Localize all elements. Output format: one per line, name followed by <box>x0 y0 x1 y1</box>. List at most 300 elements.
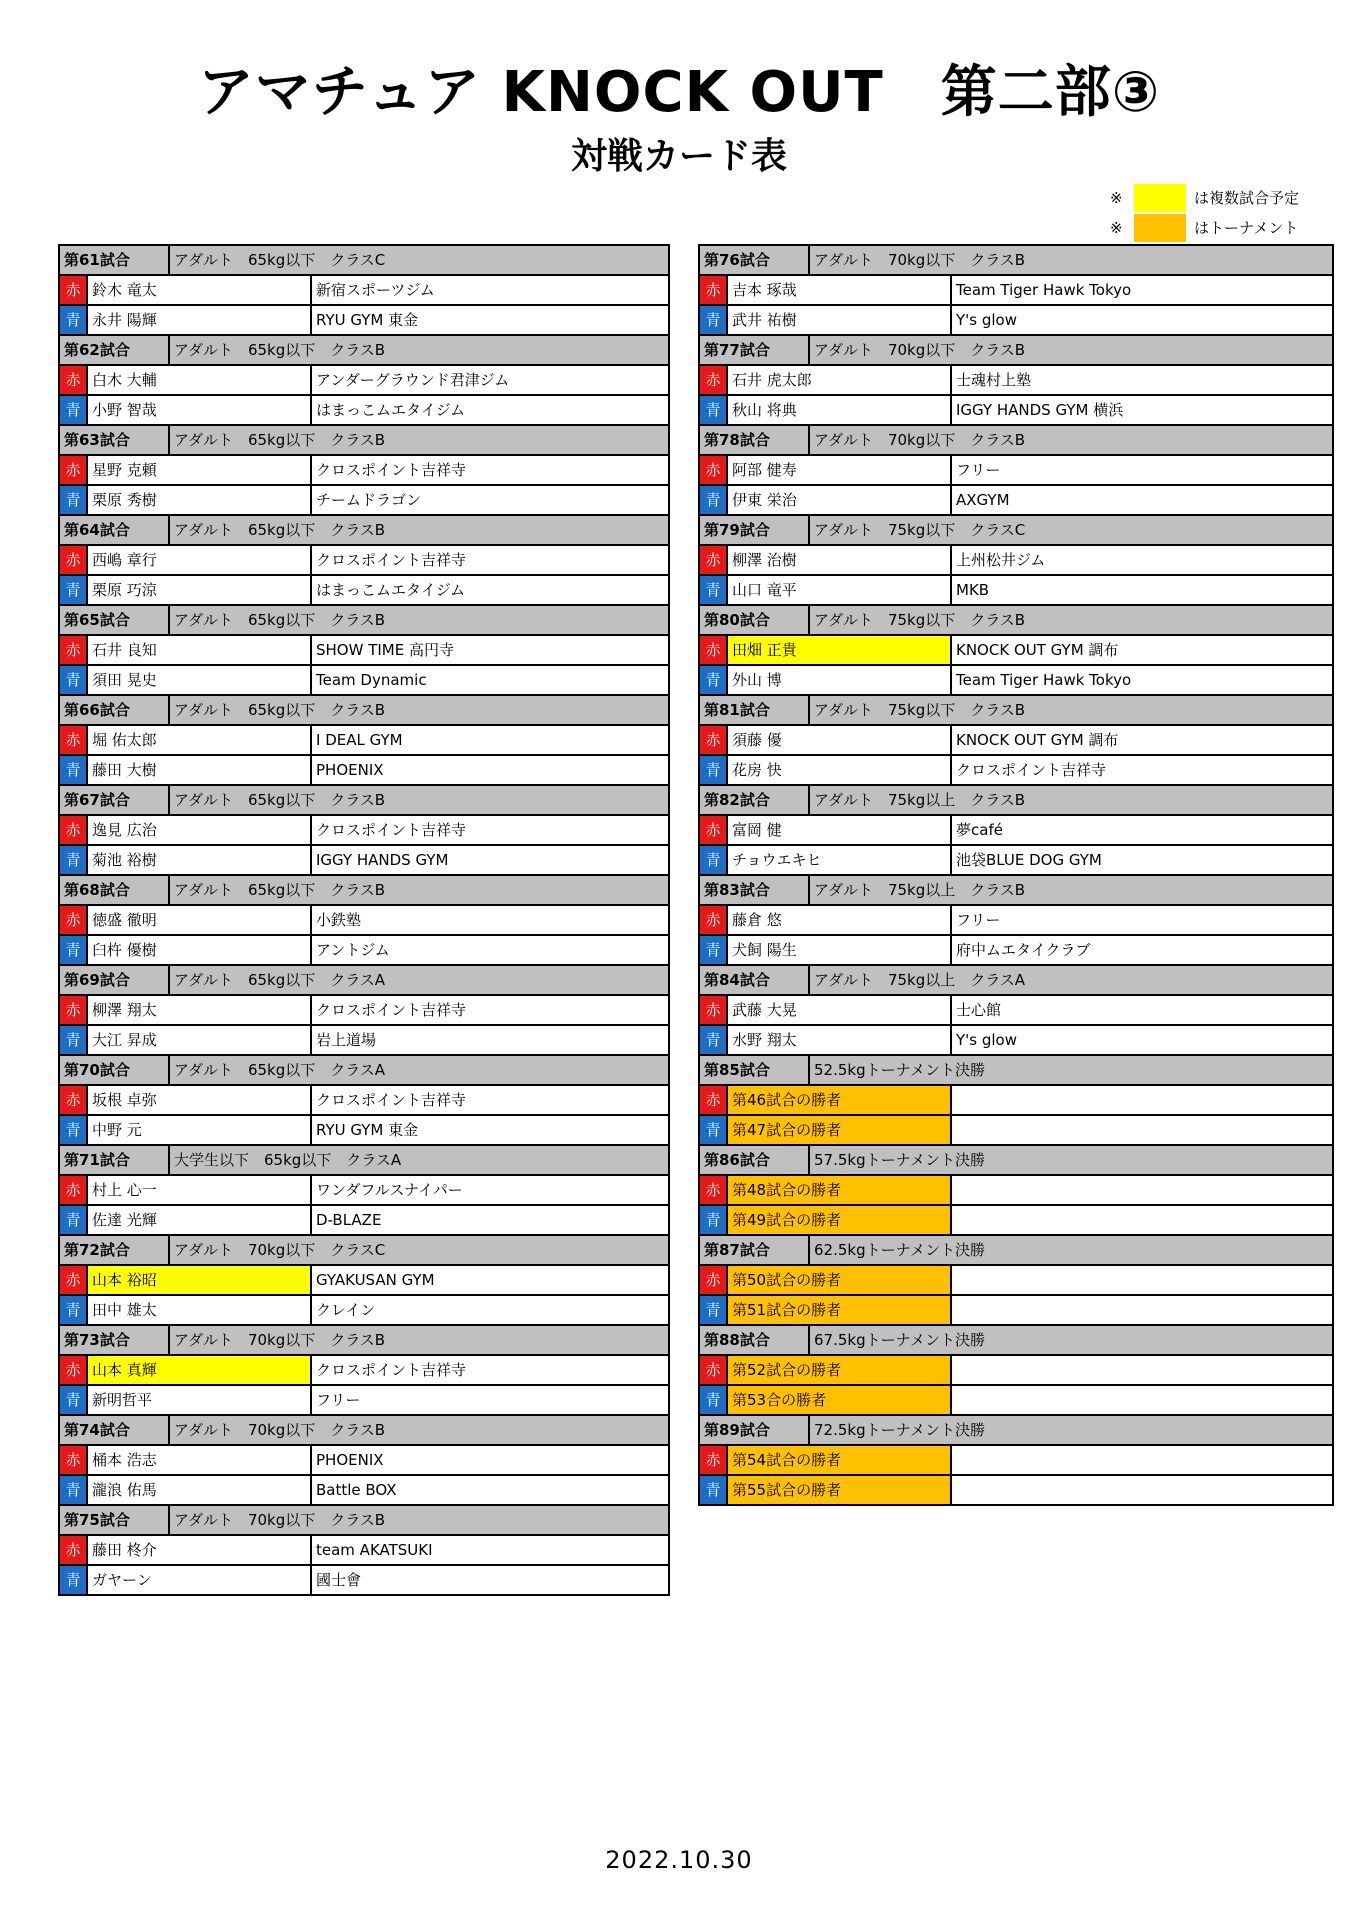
bout-class: アダルト 70kg以下 クラスB <box>174 1421 386 1439</box>
bout-class: アダルト 75kg以下 クラスB <box>814 701 1026 719</box>
bout-number: 第68試合 <box>60 876 170 904</box>
blue-corner-badge: 青 <box>60 1566 88 1594</box>
bout-header <box>700 516 1332 546</box>
red-corner-row <box>700 1176 1332 1206</box>
red-corner-row <box>60 816 668 846</box>
bout-number: 第78試合 <box>700 426 810 454</box>
fighter-name: ガヤーン <box>88 1566 312 1594</box>
fighter-name: 田畑 正貴 <box>728 636 952 664</box>
blue-corner-row <box>60 396 668 426</box>
red-corner-row <box>60 996 668 1026</box>
fighter-gym: フリー <box>956 461 1001 479</box>
bout-number: 第69試合 <box>60 966 170 994</box>
blue-corner-badge: 青 <box>700 666 728 694</box>
red-corner-badge: 赤 <box>700 456 728 484</box>
legend-text-multi: は複数試合予定 <box>1194 189 1300 207</box>
fighter-gym: ワンダフルスナイパー <box>316 1181 463 1199</box>
blue-corner-row <box>700 1116 1332 1146</box>
bout-class: アダルト 65kg以下 クラスA <box>174 1061 386 1079</box>
legend-mark: ※ <box>1110 189 1123 207</box>
blue-corner-badge: 青 <box>60 1296 88 1324</box>
bout-header <box>60 876 668 906</box>
bout-class: アダルト 70kg以下 クラスB <box>814 251 1026 269</box>
blue-corner-row <box>700 306 1332 336</box>
fighter-name: 第49試合の勝者 <box>728 1206 952 1234</box>
fighter-name: 星野 克頼 <box>88 456 312 484</box>
bout-number: 第88試合 <box>700 1326 810 1354</box>
fighter-gym: Battle BOX <box>316 1481 397 1499</box>
red-corner-badge: 赤 <box>60 636 88 664</box>
event-date: 2022.10.30 <box>605 1846 753 1874</box>
red-corner-badge: 赤 <box>700 276 728 304</box>
red-corner-badge: 赤 <box>60 366 88 394</box>
fighter-gym: 上州松井ジム <box>956 551 1046 569</box>
blue-corner-row <box>60 1566 668 1596</box>
fighter-gym <box>952 1296 1332 1324</box>
bout-class: アダルト 75kg以上 クラスB <box>814 791 1026 809</box>
bout-class: アダルト 65kg以下 クラスB <box>174 521 386 539</box>
blue-corner-row <box>700 666 1332 696</box>
red-corner-badge: 赤 <box>700 996 728 1024</box>
fighter-name: 水野 翔太 <box>728 1026 952 1054</box>
fighter-gym: MKB <box>956 581 990 599</box>
red-corner-badge: 赤 <box>60 996 88 1024</box>
red-corner-badge: 赤 <box>60 1446 88 1474</box>
bout-number: 第79試合 <box>700 516 810 544</box>
red-corner-row <box>60 366 668 396</box>
blue-corner-row <box>60 306 668 336</box>
fighter-gym: IGGY HANDS GYM 横浜 <box>956 401 1124 419</box>
bout-number: 第64試合 <box>60 516 170 544</box>
bout-number: 第84試合 <box>700 966 810 994</box>
fighter-name: 瀧浪 佑馬 <box>88 1476 312 1504</box>
red-corner-row <box>60 276 668 306</box>
blue-corner-row <box>60 1026 668 1056</box>
blue-corner-badge: 青 <box>60 1476 88 1504</box>
bout-number: 第75試合 <box>60 1506 170 1534</box>
fighter-name: 菊池 裕樹 <box>88 846 312 874</box>
fighter-name: 柳澤 治樹 <box>728 546 952 574</box>
fighter-name: 須藤 優 <box>728 726 952 754</box>
bout-header <box>60 1416 668 1446</box>
blue-corner-row <box>700 1206 1332 1236</box>
bout-class: 67.5kgトーナメント決勝 <box>814 1331 986 1349</box>
blue-corner-badge: 青 <box>700 1386 728 1414</box>
bout-header <box>60 786 668 816</box>
bout-header <box>700 606 1332 636</box>
blue-corner-badge: 青 <box>700 1116 728 1144</box>
legend-swatch-tournament <box>1134 214 1186 242</box>
bout-header <box>60 246 668 276</box>
fighter-name: 外山 博 <box>728 666 952 694</box>
blue-corner-badge: 青 <box>60 1386 88 1414</box>
red-corner-badge: 赤 <box>60 726 88 754</box>
blue-corner-row <box>700 846 1332 876</box>
bout-header <box>60 1506 668 1536</box>
bout-number: 第76試合 <box>700 246 810 274</box>
fighter-name: 山本 真輝 <box>88 1356 312 1384</box>
fighter-name: 佐達 光輝 <box>88 1206 312 1234</box>
blue-corner-row <box>700 756 1332 786</box>
blue-corner-row <box>60 1476 668 1506</box>
bout-number: 第85試合 <box>700 1056 810 1084</box>
blue-corner-row <box>700 1386 1332 1416</box>
bout-number: 第62試合 <box>60 336 170 364</box>
red-corner-badge: 赤 <box>700 636 728 664</box>
red-corner-row <box>60 726 668 756</box>
blue-corner-badge: 青 <box>700 1476 728 1504</box>
blue-corner-row <box>60 846 668 876</box>
fighter-name: 第55試合の勝者 <box>728 1476 952 1504</box>
bout-header <box>60 1326 668 1356</box>
red-corner-row <box>60 1356 668 1386</box>
blue-corner-badge: 青 <box>60 306 88 334</box>
fighter-name: 第50試合の勝者 <box>728 1266 952 1294</box>
fighter-gym: 岩上道場 <box>316 1031 377 1049</box>
fighter-name: 石井 良知 <box>88 636 312 664</box>
red-corner-badge: 赤 <box>700 726 728 754</box>
fighter-name: チョウエキヒ <box>728 846 952 874</box>
bout-header <box>700 876 1332 906</box>
bout-class: 52.5kgトーナメント決勝 <box>814 1061 986 1079</box>
fighter-gym <box>952 1446 1332 1474</box>
fighter-name: 栗原 巧涼 <box>88 576 312 604</box>
red-corner-row <box>700 276 1332 306</box>
bout-class: 57.5kgトーナメント決勝 <box>814 1151 986 1169</box>
bout-class: アダルト 75kg以上 クラスA <box>814 971 1026 989</box>
bout-class: アダルト 75kg以下 クラスC <box>814 521 1026 539</box>
bout-header <box>60 696 668 726</box>
red-corner-row <box>700 906 1332 936</box>
fighter-gym: team AKATSUKI <box>316 1541 433 1559</box>
fighter-gym: クロスポイント吉祥寺 <box>316 461 467 479</box>
bout-header <box>700 1056 1332 1086</box>
bout-header <box>60 426 668 456</box>
red-corner-badge: 赤 <box>700 1266 728 1294</box>
bout-class: アダルト 65kg以下 クラスB <box>174 611 386 629</box>
fighter-name: 堀 佑太郎 <box>88 726 312 754</box>
bout-class: アダルト 65kg以下 クラスB <box>174 431 386 449</box>
fighter-gym: Team Tiger Hawk Tokyo <box>956 671 1132 689</box>
bout-class: アダルト 70kg以下 クラスB <box>814 431 1026 449</box>
red-corner-badge: 赤 <box>60 1356 88 1384</box>
blue-corner-badge: 青 <box>60 846 88 874</box>
fighter-name: 須田 晃史 <box>88 666 312 694</box>
blue-corner-badge: 青 <box>700 846 728 874</box>
blue-corner-badge: 青 <box>60 1116 88 1144</box>
blue-corner-row <box>60 666 668 696</box>
fighter-name: 花房 快 <box>728 756 952 784</box>
blue-corner-row <box>60 1116 668 1146</box>
blue-corner-row <box>60 936 668 966</box>
fighter-name: 永井 陽輝 <box>88 306 312 334</box>
fighter-gym: 小鉄塾 <box>316 911 362 929</box>
blue-corner-badge: 青 <box>700 396 728 424</box>
fighter-gym: Team Tiger Hawk Tokyo <box>956 281 1132 299</box>
bout-number: 第66試合 <box>60 696 170 724</box>
fighter-gym: 士心館 <box>956 1001 1002 1019</box>
bout-header <box>60 1146 668 1176</box>
fighter-name: 坂根 卓弥 <box>88 1086 312 1114</box>
bout-class: アダルト 70kg以下 クラスC <box>174 1241 386 1259</box>
bout-class: アダルト 65kg以下 クラスB <box>174 881 386 899</box>
fighter-gym: Y's glow <box>956 311 1018 329</box>
bout-number: 第71試合 <box>60 1146 170 1174</box>
fighter-name: 山本 裕昭 <box>88 1266 312 1294</box>
blue-corner-badge: 青 <box>700 1206 728 1234</box>
blue-corner-row <box>60 486 668 516</box>
red-corner-badge: 赤 <box>700 1086 728 1114</box>
bout-number: 第80試合 <box>700 606 810 634</box>
red-corner-badge: 赤 <box>60 276 88 304</box>
red-corner-row <box>700 996 1332 1026</box>
fighter-gym <box>952 1206 1332 1234</box>
fighter-name: 藤倉 悠 <box>728 906 952 934</box>
fighter-gym: フリー <box>316 1391 361 1409</box>
blue-corner-badge: 青 <box>700 576 728 604</box>
fighter-name: 吉本 琢哉 <box>728 276 952 304</box>
red-corner-row <box>60 1266 668 1296</box>
red-corner-badge: 赤 <box>700 366 728 394</box>
fighter-name: 藤田 柊介 <box>88 1536 312 1564</box>
fighter-name: 大江 昇成 <box>88 1026 312 1054</box>
fighter-gym: クレイン <box>316 1301 376 1319</box>
bout-number: 第87試合 <box>700 1236 810 1264</box>
bout-number: 第70試合 <box>60 1056 170 1084</box>
fighter-gym: 士魂村上塾 <box>956 371 1032 389</box>
fighter-name: 田中 雄太 <box>88 1296 312 1324</box>
bout-table-left <box>58 244 670 1596</box>
blue-corner-badge: 青 <box>60 486 88 514</box>
blue-corner-row <box>700 486 1332 516</box>
red-corner-badge: 赤 <box>60 906 88 934</box>
bout-header <box>700 426 1332 456</box>
fighter-gym <box>952 1176 1332 1204</box>
bout-class: アダルト 70kg以下 クラスB <box>174 1511 386 1529</box>
fighter-name: 村上 心一 <box>88 1176 312 1204</box>
blue-corner-row <box>700 1026 1332 1056</box>
fighter-name: 第47試合の勝者 <box>728 1116 952 1144</box>
blue-corner-row <box>700 1296 1332 1326</box>
bout-header <box>700 246 1332 276</box>
page-title: アマチュア KNOCK OUT 第二部③ <box>197 60 1161 125</box>
blue-corner-badge: 青 <box>60 936 88 964</box>
bout-header <box>60 516 668 546</box>
red-corner-row <box>60 1446 668 1476</box>
blue-corner-badge: 青 <box>60 756 88 784</box>
red-corner-badge: 赤 <box>60 1176 88 1204</box>
blue-corner-row <box>60 1206 668 1236</box>
blue-corner-badge: 青 <box>60 1206 88 1234</box>
blue-corner-badge: 青 <box>700 306 728 334</box>
bout-header <box>700 1236 1332 1266</box>
fighter-gym: 新宿スポーツジム <box>316 281 435 299</box>
fighter-gym: クロスポイント吉祥寺 <box>316 1361 467 1379</box>
red-corner-row <box>60 456 668 486</box>
blue-corner-row <box>700 936 1332 966</box>
blue-corner-row <box>60 1296 668 1326</box>
red-corner-badge: 赤 <box>700 816 728 844</box>
fighter-name: 藤田 大樹 <box>88 756 312 784</box>
bout-number: 第77試合 <box>700 336 810 364</box>
fighter-gym: 府中ムエタイクラブ <box>956 941 1091 959</box>
bout-header <box>700 1416 1332 1446</box>
fighter-gym <box>952 1116 1332 1144</box>
bout-number: 第81試合 <box>700 696 810 724</box>
red-corner-row <box>700 1266 1332 1296</box>
fighter-gym <box>952 1476 1332 1504</box>
fighter-gym: はまっこムエタイジム <box>316 581 466 599</box>
red-corner-row <box>60 546 668 576</box>
fighter-gym: I DEAL GYM <box>316 731 403 749</box>
red-corner-row <box>60 1536 668 1566</box>
fighter-gym: RYU GYM 東金 <box>316 311 419 329</box>
fighter-gym: PHOENIX <box>316 761 384 779</box>
red-corner-badge: 赤 <box>700 1446 728 1474</box>
red-corner-badge: 赤 <box>700 1176 728 1204</box>
bout-number: 第86試合 <box>700 1146 810 1174</box>
red-corner-row <box>700 726 1332 756</box>
fighter-gym: 池袋BLUE DOG GYM <box>956 851 1102 869</box>
blue-corner-row <box>60 1386 668 1416</box>
red-corner-badge: 赤 <box>60 1536 88 1564</box>
fighter-name: 西嶋 章行 <box>88 546 312 574</box>
fighter-name: 第54試合の勝者 <box>728 1446 952 1474</box>
blue-corner-row <box>700 396 1332 426</box>
fighter-name: 桶本 浩志 <box>88 1446 312 1474</box>
red-corner-badge: 赤 <box>60 546 88 574</box>
bout-class: アダルト 65kg以下 クラスC <box>174 251 386 269</box>
bout-header <box>60 1056 668 1086</box>
bout-number: 第61試合 <box>60 246 170 274</box>
bout-number: 第63試合 <box>60 426 170 454</box>
bout-header <box>60 966 668 996</box>
blue-corner-badge: 青 <box>60 1026 88 1054</box>
blue-corner-badge: 青 <box>700 936 728 964</box>
red-corner-badge: 赤 <box>700 1356 728 1384</box>
fighter-gym: Y's glow <box>956 1031 1018 1049</box>
bout-number: 第74試合 <box>60 1416 170 1444</box>
red-corner-row <box>700 1446 1332 1476</box>
bout-header <box>60 1236 668 1266</box>
fighter-name: 柳澤 翔太 <box>88 996 312 1024</box>
blue-corner-row <box>700 576 1332 606</box>
blue-corner-badge: 青 <box>700 756 728 784</box>
bout-class: アダルト 70kg以下 クラスB <box>174 1331 386 1349</box>
fighter-name: 犬飼 陽生 <box>728 936 952 964</box>
bout-header <box>60 606 668 636</box>
fighter-gym: クロスポイント吉祥寺 <box>316 1001 467 1019</box>
bout-class: 72.5kgトーナメント決勝 <box>814 1421 986 1439</box>
fighter-name: 逸見 広治 <box>88 816 312 844</box>
bout-header <box>700 786 1332 816</box>
fighter-gym: GYAKUSAN GYM <box>316 1271 435 1289</box>
fighter-gym: D-BLAZE <box>316 1211 382 1229</box>
fighter-name: 第46試合の勝者 <box>728 1086 952 1114</box>
legend-swatch-multi <box>1134 184 1186 212</box>
red-corner-row <box>700 456 1332 486</box>
fighter-name: 小野 智哉 <box>88 396 312 424</box>
fighter-name: 第52試合の勝者 <box>728 1356 952 1384</box>
bout-number: 第82試合 <box>700 786 810 814</box>
fighter-name: 伊東 栄治 <box>728 486 952 514</box>
red-corner-badge: 赤 <box>60 1086 88 1114</box>
blue-corner-row <box>60 576 668 606</box>
legend-text-tournament: はトーナメント <box>1194 219 1299 237</box>
fighter-name: 臼杵 優樹 <box>88 936 312 964</box>
fighter-name: 第51試合の勝者 <box>728 1296 952 1324</box>
bout-number: 第65試合 <box>60 606 170 634</box>
bout-header <box>700 1326 1332 1356</box>
fighter-name: 第48試合の勝者 <box>728 1176 952 1204</box>
blue-corner-badge: 青 <box>60 576 88 604</box>
bout-class: アダルト 65kg以下 クラスB <box>174 701 386 719</box>
legend-mark: ※ <box>1110 219 1123 237</box>
red-corner-row <box>700 546 1332 576</box>
fighter-gym: アンダーグラウンド君津ジム <box>316 371 510 389</box>
fighter-gym: チームドラゴン <box>316 491 422 509</box>
blue-corner-badge: 青 <box>60 666 88 694</box>
red-corner-row <box>700 1356 1332 1386</box>
fighter-gym: KNOCK OUT GYM 調布 <box>956 641 1119 659</box>
bout-class: 62.5kgトーナメント決勝 <box>814 1241 986 1259</box>
red-corner-row <box>60 636 668 666</box>
fighter-gym: クロスポイント吉祥寺 <box>316 1091 467 1109</box>
red-corner-badge: 赤 <box>700 906 728 934</box>
fighter-gym: RYU GYM 東金 <box>316 1121 419 1139</box>
bout-class: 大学生以下 65kg以下 クラスA <box>174 1151 402 1169</box>
fighter-name: 武藤 大晃 <box>728 996 952 1024</box>
red-corner-row <box>60 906 668 936</box>
bout-class: アダルト 65kg以下 クラスA <box>174 971 386 989</box>
bout-number: 第72試合 <box>60 1236 170 1264</box>
blue-corner-row <box>60 756 668 786</box>
fighter-name: 中野 元 <box>88 1116 312 1144</box>
fighter-gym: KNOCK OUT GYM 調布 <box>956 731 1119 749</box>
bout-header <box>700 336 1332 366</box>
fighter-name: 阿部 健寿 <box>728 456 952 484</box>
fighter-gym: クロスポイント吉祥寺 <box>316 821 467 839</box>
red-corner-badge: 赤 <box>60 456 88 484</box>
bout-header <box>60 336 668 366</box>
bout-header <box>700 696 1332 726</box>
red-corner-badge: 赤 <box>700 546 728 574</box>
red-corner-badge: 赤 <box>60 816 88 844</box>
bout-class: アダルト 65kg以下 クラスB <box>174 791 386 809</box>
fighter-name: 新明哲平 <box>88 1386 312 1414</box>
red-corner-row <box>60 1086 668 1116</box>
fighter-gym <box>952 1266 1332 1294</box>
blue-corner-badge: 青 <box>700 1296 728 1324</box>
fighter-name: 鈴木 竜太 <box>88 276 312 304</box>
fighter-name: 徳盛 徹明 <box>88 906 312 934</box>
fighter-gym: SHOW TIME 高円寺 <box>316 641 454 659</box>
blue-corner-badge: 青 <box>700 486 728 514</box>
fighter-gym: クロスポイント吉祥寺 <box>316 551 467 569</box>
red-corner-badge: 赤 <box>60 1266 88 1294</box>
fighter-gym: フリー <box>956 911 1001 929</box>
blue-corner-badge: 青 <box>700 1026 728 1054</box>
bout-number: 第67試合 <box>60 786 170 814</box>
fighter-name: 白木 大輔 <box>88 366 312 394</box>
fighter-gym: 夢café <box>956 821 1003 839</box>
bout-header <box>700 966 1332 996</box>
bout-class: アダルト 70kg以下 クラスB <box>814 341 1026 359</box>
fighter-name: 武井 祐樹 <box>728 306 952 334</box>
fighter-gym: はまっこムエタイジム <box>316 401 466 419</box>
fighter-gym: IGGY HANDS GYM <box>316 851 449 869</box>
fighter-gym: Team Dynamic <box>316 671 427 689</box>
